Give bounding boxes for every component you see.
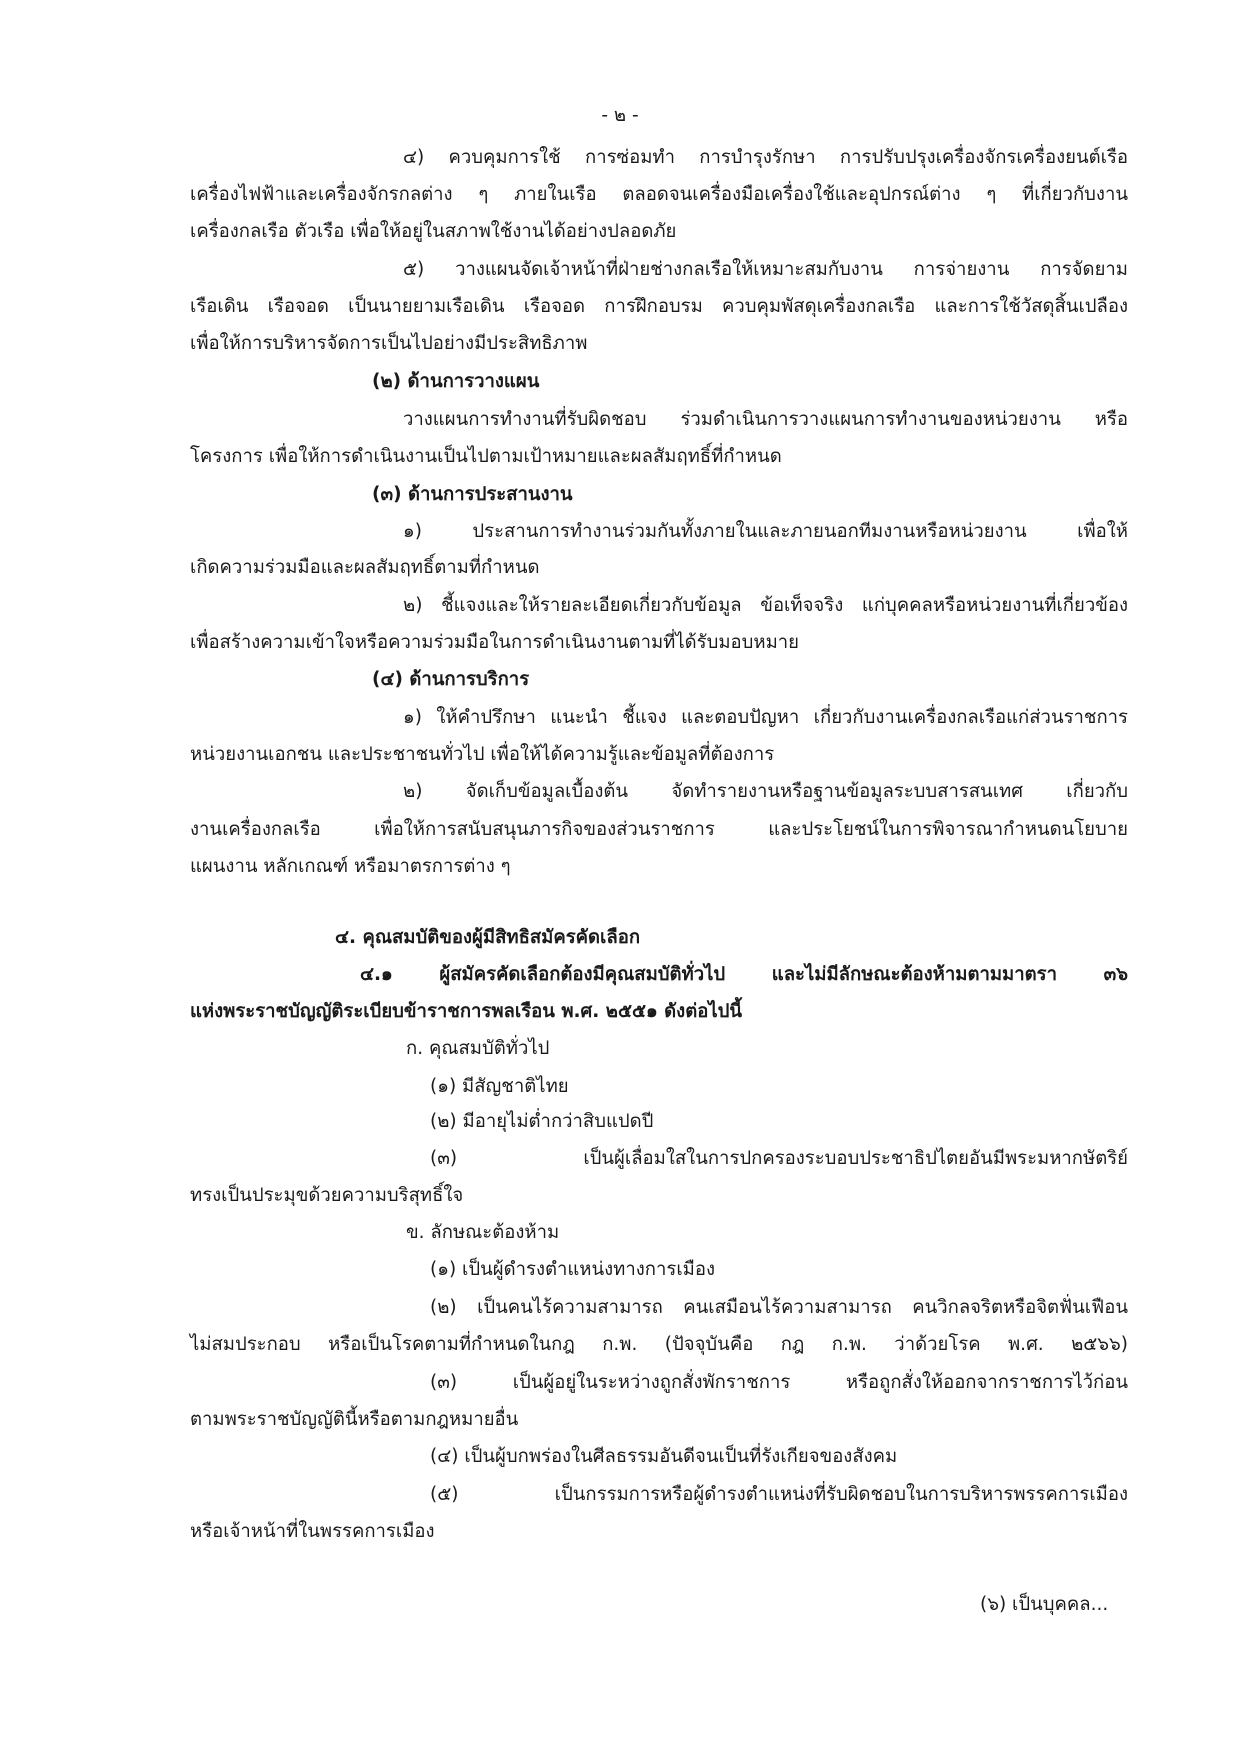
duty-4-line2: เครื่องไฟฟ้าและเครื่องจักรกลต่าง ๆ ภายในเรือ ตลอดจนเครื่องมือเครื่องใช้และอุปกรณ์ต่าง ๆ ที่เกี่ยวกับงาน [190,184,1128,205]
planning-line1: วางแผนการทำงานที่รับผิดชอบ ร่วมดำเนินการวางแผนการทำงานของหน่วยงาน หรือ [403,409,1128,430]
general-item-3-line1: (๓) เป็นผู้เลื่อมใสในการปกครองระบอบประชาธิปไตยอันมีพระมหากษัตริย์ [430,1148,1128,1169]
prohibited-item-3-line1: (๓) เป็นผู้อยู่ในระหว่างถูกสั่งพักราชการ หรือถูกสั่งให้ออกจากราชการไว้ก่อน [430,1372,1128,1393]
prohibited-item-4: (๔) เป็นผู้บกพร่องในศีลธรรมอันดีจนเป็นที่รังเกียจของสังคม [430,1446,898,1467]
continuation-marker: (๖) เป็นบุคคล... [980,1594,1109,1615]
prohibited-item-3-line2: ตามพระราชบัญญัตินี้หรือตามกฎหมายอื่น [190,1409,519,1430]
service-1-line1: ๑) ให้คำปรึกษา แนะนำ ชี้แจง และตอบปัญหา เกี่ยวกับงานเครื่องกลเรือแก่ส่วนราชการ [403,707,1128,728]
coord-1-line1: ๑) ประสานการทำงานร่วมกันทั้งภายในและภายนอกทีมงานหรือหน่วยงาน เพื่อให้ [403,521,1128,542]
prohibited-heading: ข. ลักษณะต้องห้าม [406,1222,560,1243]
page-number: - ๒ - [601,105,639,126]
service-heading: (๔) ด้านการบริการ [372,669,530,690]
general-item-3-line2: ทรงเป็นประมุขด้วยความบริสุทธิ์ใจ [190,1185,464,1206]
prohibited-item-5-line1: (๕) เป็นกรรมการหรือผู้ดำรงตำแหน่งที่รับผิดชอบในการบริหารพรรคการเมือง [430,1484,1128,1505]
service-1-line2: หน่วยงานเอกชน และประชาชนทั่วไป เพื่อให้ได้ความรู้และข้อมูลที่ต้องการ [190,744,775,765]
prohibited-item-2-line2: ไม่สมประกอบ หรือเป็นโรคตามที่กำหนดในกฎ ก.พ. (ปัจจุบันคือ กฎ ก.พ. ว่าด้วยโรค พ.ศ. ๒๕๖๖) [190,1334,1128,1355]
duty-5-line2: เรือเดิน เรือจอด เป็นนายยามเรือเดิน เรือจอด การฝึกอบรม ควบคุมพัสดุเครื่องกลเรือ และการใช้วัสดุสิ้นเปลือง [190,296,1128,317]
section4-heading: ๔. คุณสมบัติของผู้มีสิทธิสมัครคัดเลือก [335,927,641,948]
general-item-1: (๑) มีสัญชาติไทย [430,1076,569,1097]
coord-2-line2: เพื่อสร้างความเข้าใจหรือความร่วมมือในการดำเนินงานตามที่ได้รับมอบหมาย [190,632,800,653]
coord-2-line1: ๒) ชี้แจงและให้รายละเอียดเกี่ยวกับข้อมูล ข้อเท็จจริง แก่บุคคลหรือหน่วยงานที่เกี่ยวข้อง [403,595,1128,616]
general-item-2: (๒) มีอายุไม่ต่ำกว่าสิบแปดปี [430,1111,654,1132]
duty-4-line1: ๔) ควบคุมการใช้ การซ่อมทำ การบำรุงรักษา การปรับปรุงเครื่องจักรเครื่องยนต์เรือ [403,147,1128,168]
duty-4-line3: เครื่องกลเรือ ตัวเรือ เพื่อให้อยู่ในสภาพใช้งานได้อย่างปลอดภัย [190,221,677,242]
planning-line2: โครงการ เพื่อให้การดำเนินงานเป็นไปตามเป้าหมายและผลสัมฤทธิ์ที่กำหนด [190,446,782,467]
duty-5-line3: เพื่อให้การบริหารจัดการเป็นไปอย่างมีประสิทธิภาพ [190,333,588,354]
coord-1-line2: เกิดความร่วมมือและผลสัมฤทธิ์ตามที่กำหนด [190,557,540,578]
prohibited-item-1: (๑) เป็นผู้ดำรงตำแหน่งทางการเมือง [430,1259,715,1280]
prohibited-item-5-line2: หรือเจ้าหน้าที่ในพรรคการเมือง [190,1521,435,1542]
planning-heading: (๒) ด้านการวางแผน [372,371,540,392]
general-heading: ก. คุณสมบัติทั่วไป [406,1038,550,1059]
section41-line1: ๔.๑ ผู้สมัครคัดเลือกต้องมีคุณสมบัติทั่วไป และไม่มีลักษณะต้องห้ามตามมาตรา ๓๖ [360,964,1128,985]
service-2-line2: งานเครื่องกลเรือ เพื่อให้การสนับสนุนภารกิจของส่วนราชการ และประโยชน์ในการพิจารณากำหนดนโยบาย [190,819,1128,840]
coordination-heading: (๓) ด้านการประสานงาน [372,484,573,505]
section41-line2: แห่งพระราชบัญญัติระเบียบข้าราชการพลเรือน พ.ศ. ๒๕๕๑ ดังต่อไปนี้ [190,1001,743,1022]
duty-5-line1: ๕) วางแผนจัดเจ้าหน้าที่ฝ่ายช่างกลเรือให้เหมาะสมกับงาน การจ่ายงาน การจัดยาม [403,259,1128,280]
prohibited-item-2-line1: (๒) เป็นคนไร้ความสามารถ คนเสมือนไร้ความสามารถ คนวิกลจริตหรือจิตฟั่นเฟือน [430,1297,1128,1318]
service-2-line3: แผนงาน หลักเกณฑ์ หรือมาตรการต่าง ๆ [190,856,511,877]
service-2-line1: ๒) จัดเก็บข้อมูลเบื้องต้น จัดทำรายงานหรือฐานข้อมูลระบบสารสนเทศ เกี่ยวกับ [403,781,1128,802]
